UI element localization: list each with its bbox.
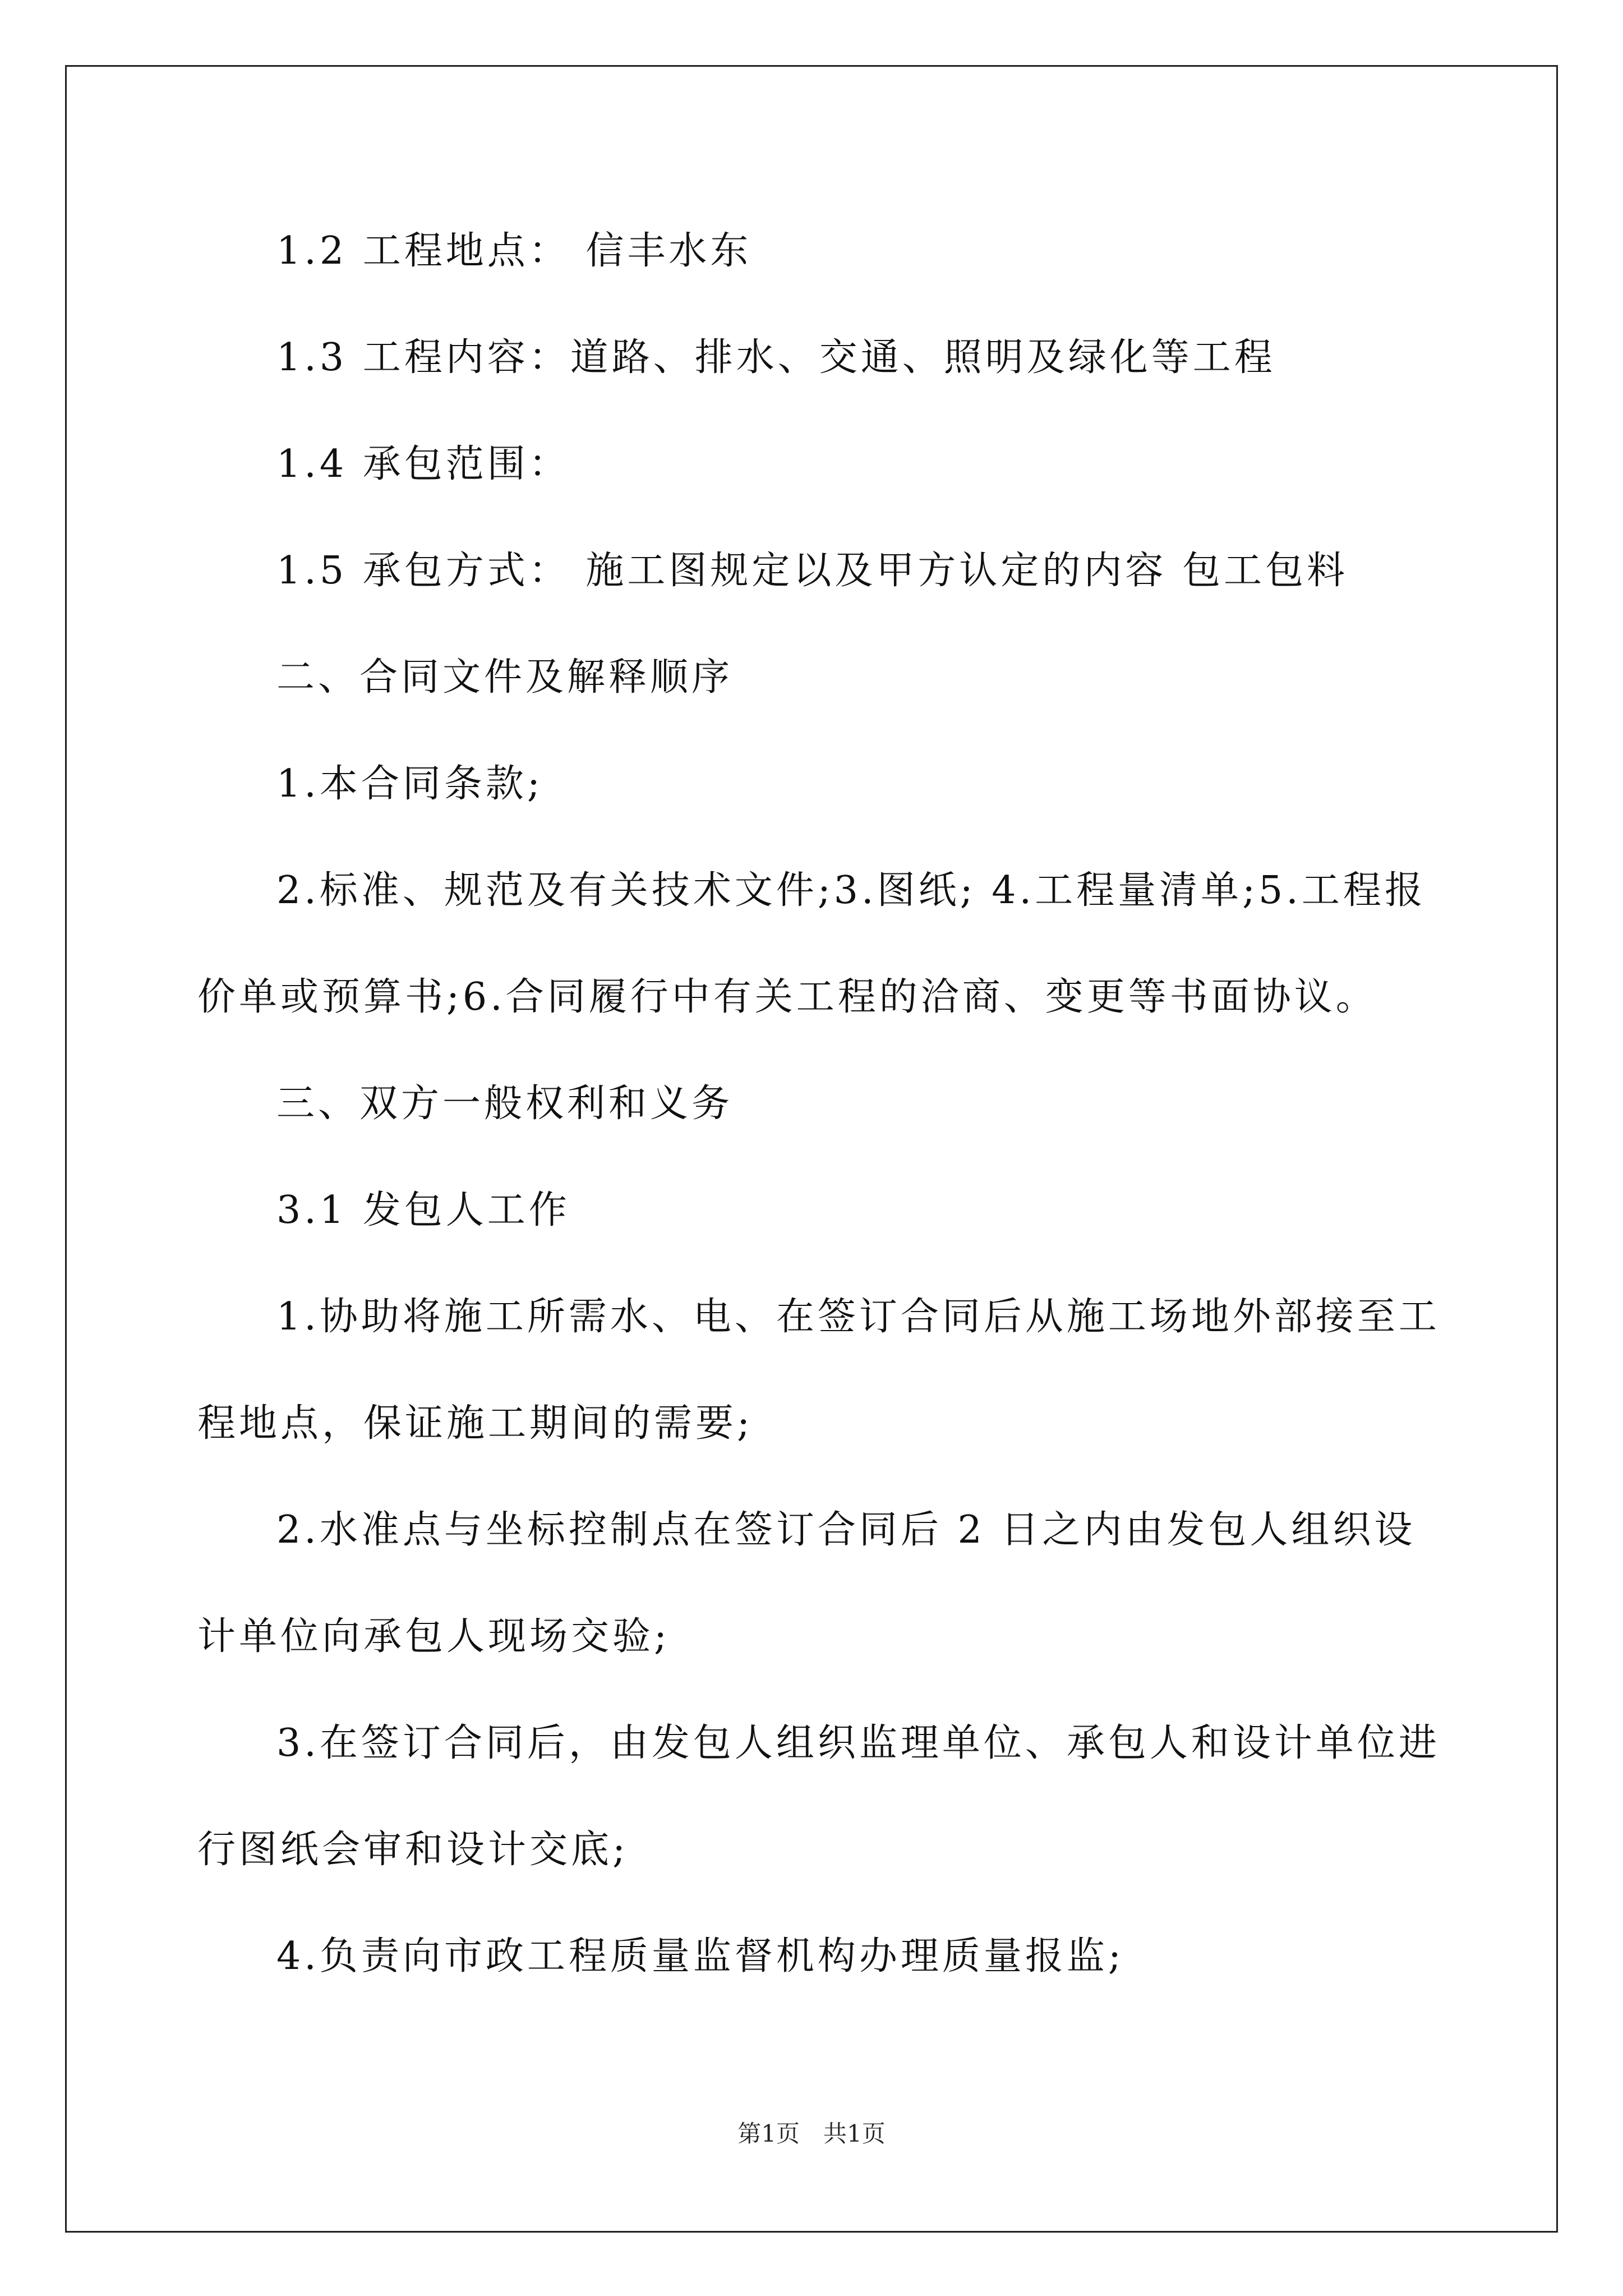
text-line: 计单位向承包人现场交验; — [197, 1614, 670, 1659]
text-line: 1.3 工程内容：道路、排水、交通、照明及绿化等工程 — [276, 335, 1276, 380]
page-border — [65, 65, 1558, 2233]
text-line: 3.在签订合同后，由发包人组织监理单位、承包人和设计单位进 — [276, 1721, 1440, 1765]
text-line: 行图纸会审和设计交底; — [197, 1828, 629, 1872]
text-line: 价单或预算书;6.合同履行中有关工程的洽商、变更等书面协议。 — [197, 975, 1377, 1019]
text-line: 1.协助将施工所需水、电、在签订合同后从施工场地外部接至工 — [276, 1295, 1440, 1339]
text-line: 1.2 工程地点： 信丰水东 — [276, 229, 752, 273]
subsection-heading: 3.1 发包人工作 — [276, 1188, 570, 1232]
text-line: 1.本合同条款; — [276, 762, 543, 806]
text-line: 1.5 承包方式： 施工图规定以及甲方认定的内容 包工包料 — [276, 549, 1348, 593]
text-line: 4.负责向市政工程质量监督机构办理质量报监; — [276, 1934, 1124, 1978]
text-line: 程地点，保证施工期间的需要; — [197, 1401, 753, 1446]
page-number-footer: 第1页 共1页 — [737, 2120, 886, 2147]
section-heading: 三、双方一般权利和义务 — [276, 1082, 734, 1126]
text-line: 2.标准、规范及有关技术文件;3.图纸; 4.工程量清单;5.工程报 — [276, 868, 1426, 913]
text-line: 2.水准点与坐标控制点在签订合同后 2 日之内由发包人组织设 — [276, 1508, 1416, 1552]
text-line: 1.4 承包范围： — [276, 442, 570, 486]
section-heading: 二、合同文件及解释顺序 — [276, 655, 734, 700]
